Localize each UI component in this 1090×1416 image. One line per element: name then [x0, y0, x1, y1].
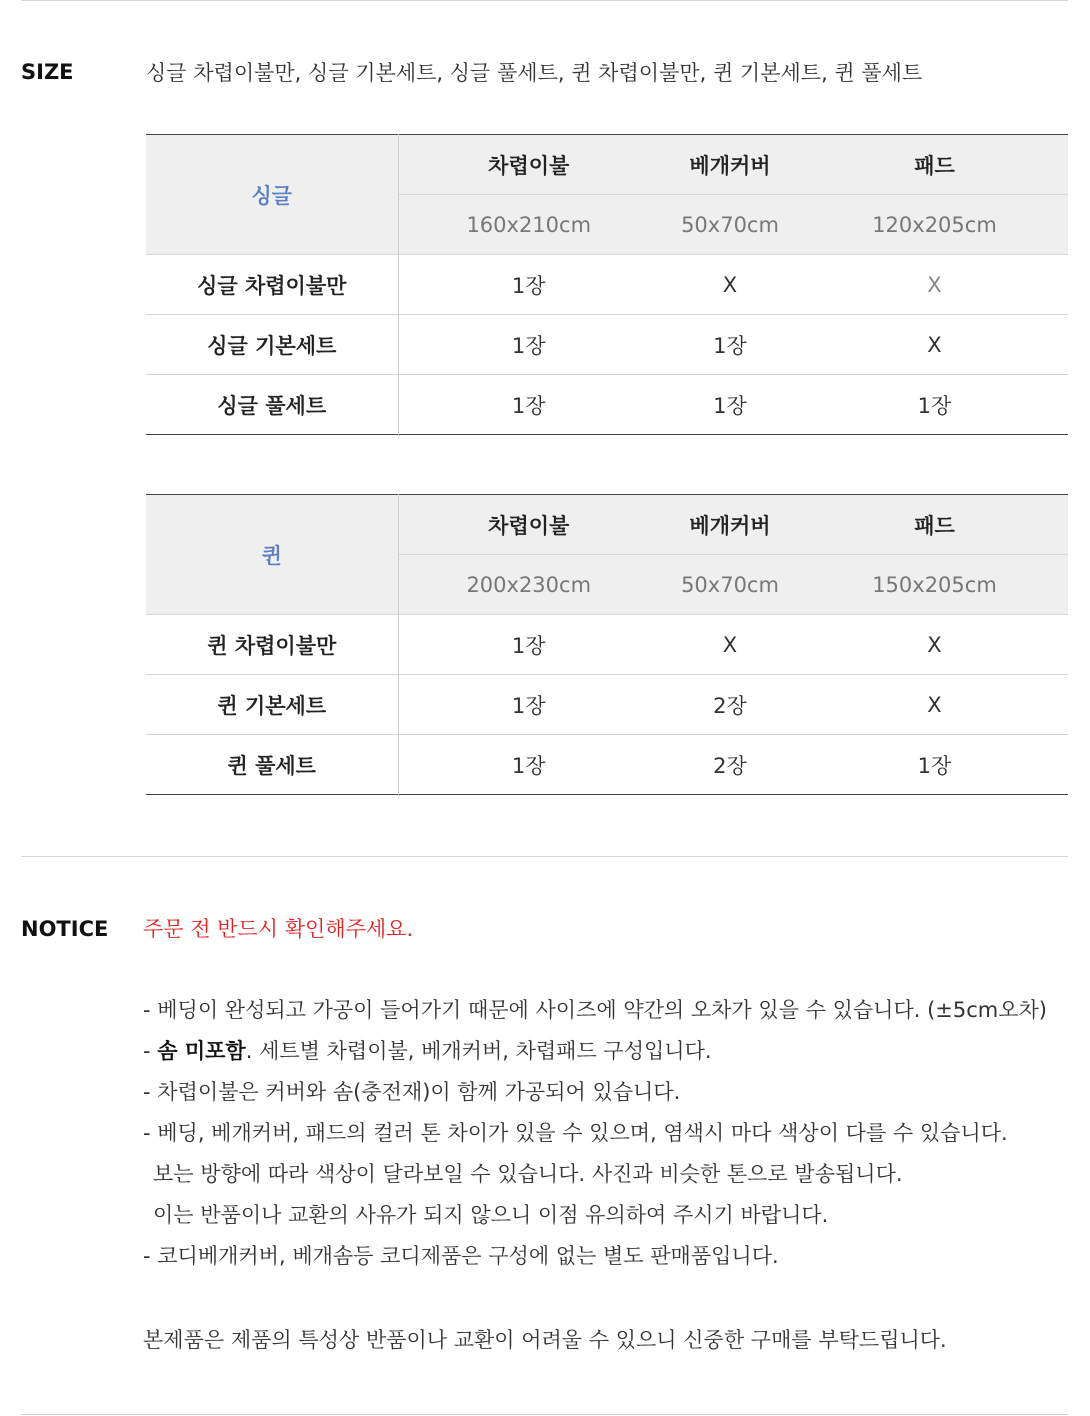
- notice-item: 이는 반품이나 교환의 사유가 되지 않으니 이점 유의하여 주시기 바랍니다.: [153, 1203, 829, 1227]
- dimension-cell: 150x205cm: [801, 555, 1068, 615]
- queen-size-table: [146, 494, 1068, 795]
- dimension-cell: 50x70cm: [659, 195, 801, 255]
- value-cell: 1장: [801, 735, 1068, 795]
- notice-list: [143, 995, 1047, 1282]
- notice-item-emphasis: 솜 미포함: [157, 1039, 246, 1063]
- value-cell: X: [801, 675, 1068, 735]
- value-cell: 1장: [398, 315, 659, 375]
- column-header: 패드: [801, 495, 1068, 555]
- row-label: 퀸 기본세트: [146, 675, 398, 735]
- value-cell: 1장: [659, 375, 801, 435]
- value-cell: 1장: [398, 255, 659, 315]
- value-cell: X: [801, 315, 1068, 375]
- row-label: 싱글 기본세트: [146, 315, 398, 375]
- table-corner-label: 퀸: [146, 495, 398, 615]
- single-size-table: [146, 134, 1068, 435]
- notice-item: - 베딩, 베개커버, 패드의 컬러 톤 차이가 있을 수 있으며, 염색시 마다 색상이 다를 수 있습니다.: [143, 1121, 1008, 1145]
- table-row: [146, 315, 1068, 375]
- notice-item-prefix: -: [143, 1039, 158, 1063]
- value-cell: 2장: [659, 735, 801, 795]
- column-header: 베개커버: [659, 135, 801, 195]
- column-header: 베개커버: [659, 495, 801, 555]
- table-row: [146, 615, 1068, 675]
- notice-item: - 차렵이불은 커버와 솜(충전재)이 함께 가공되어 있습니다.: [143, 1080, 681, 1104]
- row-label: 퀸 차렵이불만: [146, 615, 398, 675]
- value-cell: 1장: [659, 315, 801, 375]
- table-row: [146, 675, 1068, 735]
- dimension-cell: 50x70cm: [659, 555, 801, 615]
- value-cell: X: [801, 615, 1068, 675]
- notice-item: 보는 방향에 따라 색상이 달라보일 수 있습니다. 사진과 비슷한 톤으로 발송됩니다.: [153, 1162, 903, 1186]
- dimension-cell: 200x230cm: [398, 555, 659, 615]
- row-label: 싱글 풀세트: [146, 375, 398, 435]
- final-notice: 본제품은 제품의 특성상 반품이나 교환이 어려울 수 있으니 신중한 구매를 부탁드립니다.: [143, 1328, 947, 1352]
- table-row: [146, 375, 1068, 435]
- section-divider: [21, 856, 1068, 857]
- notice-headline: 주문 전 반드시 확인해주세요.: [143, 917, 414, 941]
- value-cell: 1장: [801, 375, 1068, 435]
- bottom-divider: [21, 1414, 1068, 1415]
- column-header: 차렵이불: [398, 495, 659, 555]
- row-label: 퀸 풀세트: [146, 735, 398, 795]
- notice-item: - 코디베개커버, 베개솜등 코디제품은 구성에 없는 별도 판매품입니다.: [143, 1244, 779, 1268]
- value-cell: X: [659, 255, 801, 315]
- top-divider: [21, 0, 1068, 1]
- column-header: 패드: [801, 135, 1068, 195]
- column-header: 차렵이불: [398, 135, 659, 195]
- value-cell: 2장: [659, 675, 801, 735]
- notice-item: - 베딩이 완성되고 가공이 들어가기 때문에 사이즈에 약간의 오차가 있을 수 있습니다. (±5cm오차): [143, 998, 1047, 1022]
- notice-label: NOTICE: [21, 917, 109, 941]
- size-label: SIZE: [21, 60, 74, 84]
- table-row: [146, 255, 1068, 315]
- value-cell: X: [801, 255, 1068, 315]
- value-cell: 1장: [398, 615, 659, 675]
- dimension-cell: 160x210cm: [398, 195, 659, 255]
- value-cell: 1장: [398, 375, 659, 435]
- row-label: 싱글 차렵이불만: [146, 255, 398, 315]
- dimension-cell: 120x205cm: [801, 195, 1068, 255]
- notice-item: [143, 1036, 1047, 1077]
- value-cell: X: [659, 615, 801, 675]
- size-options-text: 싱글 차렵이불만, 싱글 기본세트, 싱글 풀세트, 퀸 차렵이불만, 퀸 기본세트, 퀸 풀세트: [146, 61, 923, 85]
- notice-item-text: . 세트별 차렵이불, 베개커버, 차렵패드 구성입니다.: [245, 1039, 712, 1063]
- table-row: [146, 735, 1068, 795]
- value-cell: 1장: [398, 735, 659, 795]
- table-corner-label: 싱글: [146, 135, 398, 255]
- value-cell: 1장: [398, 675, 659, 735]
